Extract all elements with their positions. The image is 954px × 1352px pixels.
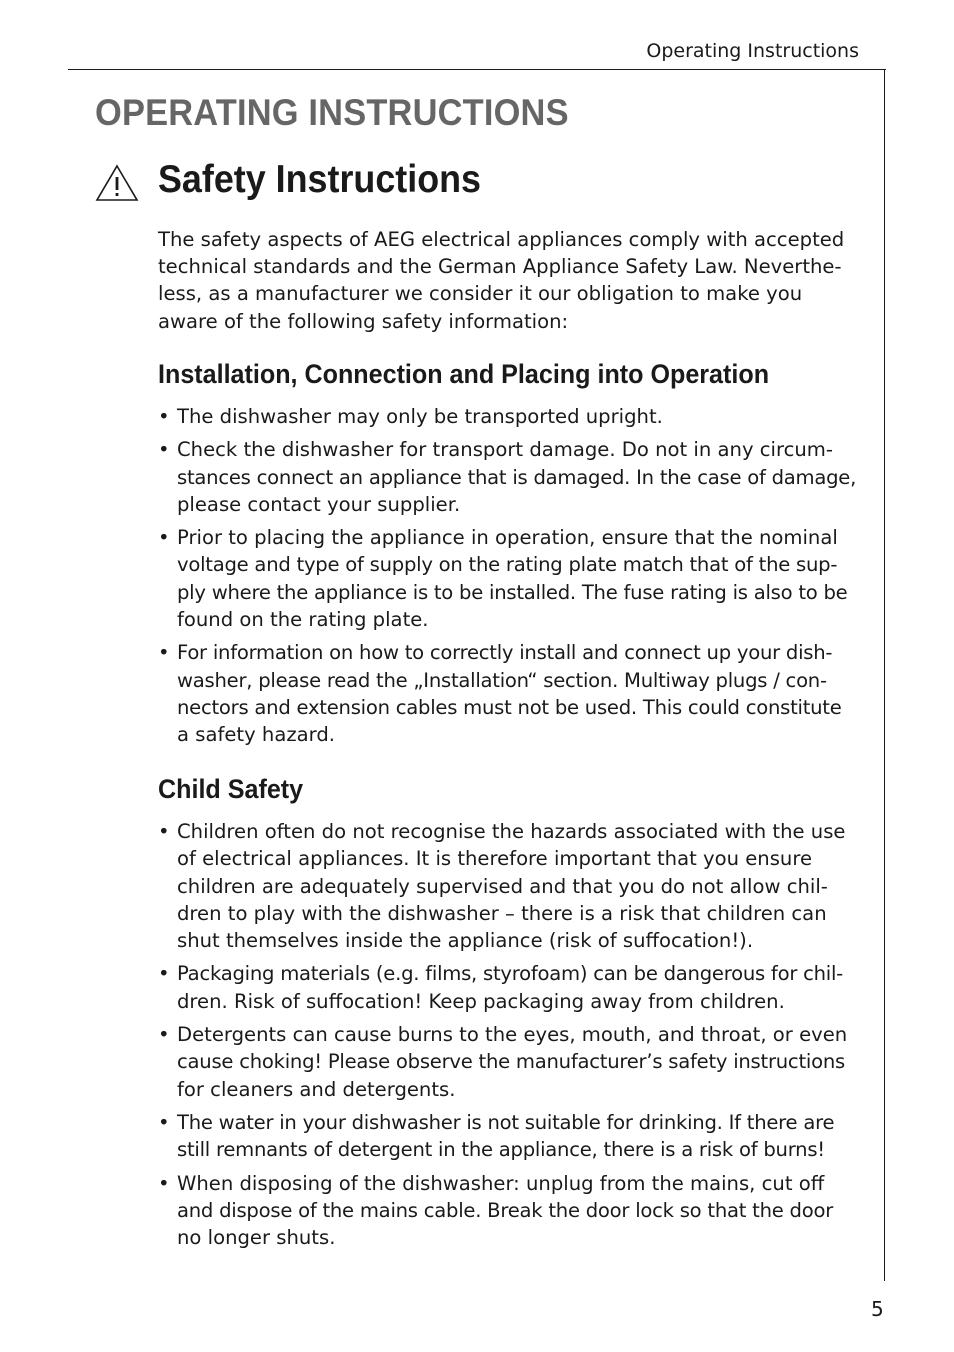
list-item [158, 1109, 864, 1163]
child-safety-heading: Child Safety [158, 774, 304, 805]
list-item [158, 1021, 864, 1103]
section-title: Safety Instructions [158, 158, 481, 201]
list-item-line: please contact your supplier. [177, 492, 461, 516]
list-item-line: washer, please read the „Installation“ section. Multiway plugs / con- [177, 668, 827, 692]
list-item-line: • Check the dishwasher for transport damage. Do not in any circum- [177, 438, 833, 462]
list-item-line: still remnants of detergent in the appliance, there is a risk of burns! [177, 1138, 825, 1162]
list-item-line: dren to play with the dishwasher – there is a risk that children can [177, 901, 827, 925]
list-item-line: for cleaners and detergents. [177, 1077, 456, 1101]
side-rule [884, 69, 885, 1281]
list-item [158, 639, 864, 748]
list-item-line: • Prior to placing the appliance in operation, ensure that the nominal [177, 526, 838, 550]
list-item [158, 524, 864, 633]
list-item-line: found on the rating plate. [177, 607, 429, 631]
list-item-line: cause choking! Please observe the manufacturer’s safety instructions [177, 1050, 845, 1074]
intro-paragraph [158, 226, 864, 335]
list-item-line: shut themselves inside the appliance (risk of suffocation!). [177, 928, 754, 952]
list-item-line: nectors and extension cables must not be used. This could constitute [177, 695, 842, 719]
list-item-line: • Packaging materials (e.g. films, styrofoam) can be dangerous for chil- [177, 962, 844, 986]
list-item-line: stances connect an appliance that is damaged. In the case of damage, [177, 465, 857, 489]
intro-line: aware of the following safety information: [158, 309, 569, 333]
list-item-line: no longer shuts. [177, 1226, 336, 1250]
running-header: Operating Instructions [646, 40, 859, 62]
list-item [158, 1170, 864, 1252]
list-item-line: dren. Risk of suffocation! Keep packaging away from children. [177, 989, 785, 1013]
list-item-line: • The water in your dishwasher is not suitable for drinking. If there are [177, 1111, 835, 1135]
list-item-line: children are adequately supervised and that you do not allow chil- [177, 874, 828, 898]
list-item-line: a safety hazard. [177, 722, 336, 746]
list-item [158, 960, 864, 1014]
list-item-line: and dispose of the mains cable. Break the door lock so that the door [177, 1198, 834, 1222]
list-item-line: • Detergents can cause burns to the eyes, mouth, and throat, or even [177, 1023, 848, 1047]
intro-line: The safety aspects of AEG electrical appliances comply with accepted [158, 228, 845, 251]
child-safety-list [158, 818, 864, 1251]
list-item-line: • For information on how to correctly install and connect up your dish- [177, 641, 833, 665]
intro-line: less, as a manufacturer we consider it our obligation to make you [158, 282, 803, 306]
installation-list [158, 403, 864, 748]
list-item-line: voltage and type of supply on the rating plate match that of the sup- [177, 553, 838, 577]
installation-heading: Installation, Connection and Placing into Operation [158, 358, 770, 389]
list-item-line: • Children often do not recognise the hazards associated with the use [177, 820, 846, 844]
header-rule [68, 69, 886, 70]
list-item-line: • When disposing of the dishwasher: unplug from the mains, cut off [177, 1171, 825, 1195]
intro-line: technical standards and the German Appliance Safety Law. Neverthe- [158, 255, 842, 279]
list-item-line: ply where the appliance is to be installed. The fuse rating is also to be [177, 580, 848, 604]
list-item-line: • The dishwasher may only be transported upright. [177, 404, 663, 428]
list-item [158, 403, 864, 430]
chapter-title: OPERATING INSTRUCTIONS [95, 92, 569, 133]
content-body [158, 226, 864, 1258]
list-item [158, 436, 864, 518]
page-number: 5 [871, 1297, 884, 1321]
list-item [158, 818, 864, 954]
list-item-line: of electrical appliances. It is therefore important that you ensure [177, 847, 813, 871]
warning-triangle-icon [95, 164, 139, 202]
